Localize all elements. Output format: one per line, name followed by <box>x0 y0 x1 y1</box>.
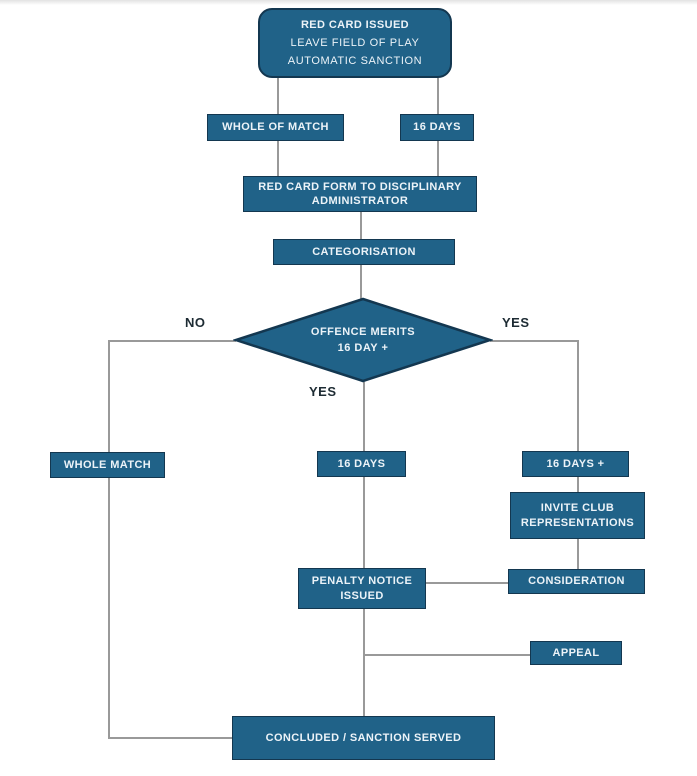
connector-start-to-whole-of-match <box>277 78 279 114</box>
node-16-days-plus: 16 DAYS + <box>522 451 629 477</box>
connector-no-branch-down <box>108 340 110 452</box>
connector-penalty-to-concluded <box>363 609 365 716</box>
connector-bottom-to-concluded <box>108 737 232 739</box>
node-16-days-second: 16 DAYS <box>317 451 406 477</box>
decision-line-2: 16 DAY + <box>337 342 389 354</box>
decision-text <box>233 296 493 384</box>
node-whole-match: WHOLE MATCH <box>50 452 165 478</box>
connector-decision-to-16-days <box>363 382 365 451</box>
start-line-1: RED CARD ISSUED <box>300 18 410 31</box>
node-16-days-first: 16 DAYS <box>400 114 474 141</box>
connector-categorisation-to-decision <box>360 265 362 300</box>
node-red-card-form: RED CARD FORM TO DISCIPLINARY ADMINISTRATOR <box>243 176 477 212</box>
branch-label-yes-right: YES <box>502 315 530 330</box>
connector-form-to-categorisation <box>360 212 362 239</box>
branch-label-no: NO <box>185 315 206 330</box>
start-line-2: LEAVE FIELD OF PLAY <box>290 36 420 49</box>
node-categorisation: CATEGORISATION <box>273 239 455 265</box>
node-invite-club-representations: INVITE CLUB REPRESENTATIONS <box>510 492 645 539</box>
connector-whole-of-match-to-form <box>277 141 279 176</box>
decision-line-1: OFFENCE MERITS <box>310 325 416 338</box>
connector-decision-yes-right <box>490 340 578 342</box>
node-concluded-sanction-served: CONCLUDED / SANCTION SERVED <box>232 716 495 760</box>
connector-16-days-plus-to-invite <box>577 477 579 492</box>
connector-16-days-to-penalty <box>363 477 365 568</box>
connector-yes-branch-down <box>577 340 579 451</box>
connector-whole-match-to-bottom <box>108 478 110 738</box>
branch-label-yes-bottom: YES <box>309 384 337 399</box>
node-appeal: APPEAL <box>530 641 622 665</box>
node-red-card-issued <box>258 8 452 78</box>
node-penalty-notice-issued: PENALTY NOTICE ISSUED <box>298 568 426 609</box>
connector-16-days-to-form <box>437 141 439 176</box>
decision-offence-merits <box>233 296 493 384</box>
node-whole-of-match: WHOLE OF MATCH <box>207 114 344 141</box>
connector-decision-no-left <box>108 340 236 342</box>
top-edge-shadow <box>0 0 697 5</box>
connector-penalty-to-consideration <box>426 582 508 584</box>
node-consideration: CONSIDERATION <box>508 569 645 594</box>
connector-invite-to-consideration <box>577 539 579 569</box>
connector-start-to-16-days <box>437 78 439 114</box>
connector-to-appeal <box>363 654 530 656</box>
start-line-3: AUTOMATIC SANCTION <box>287 54 423 67</box>
